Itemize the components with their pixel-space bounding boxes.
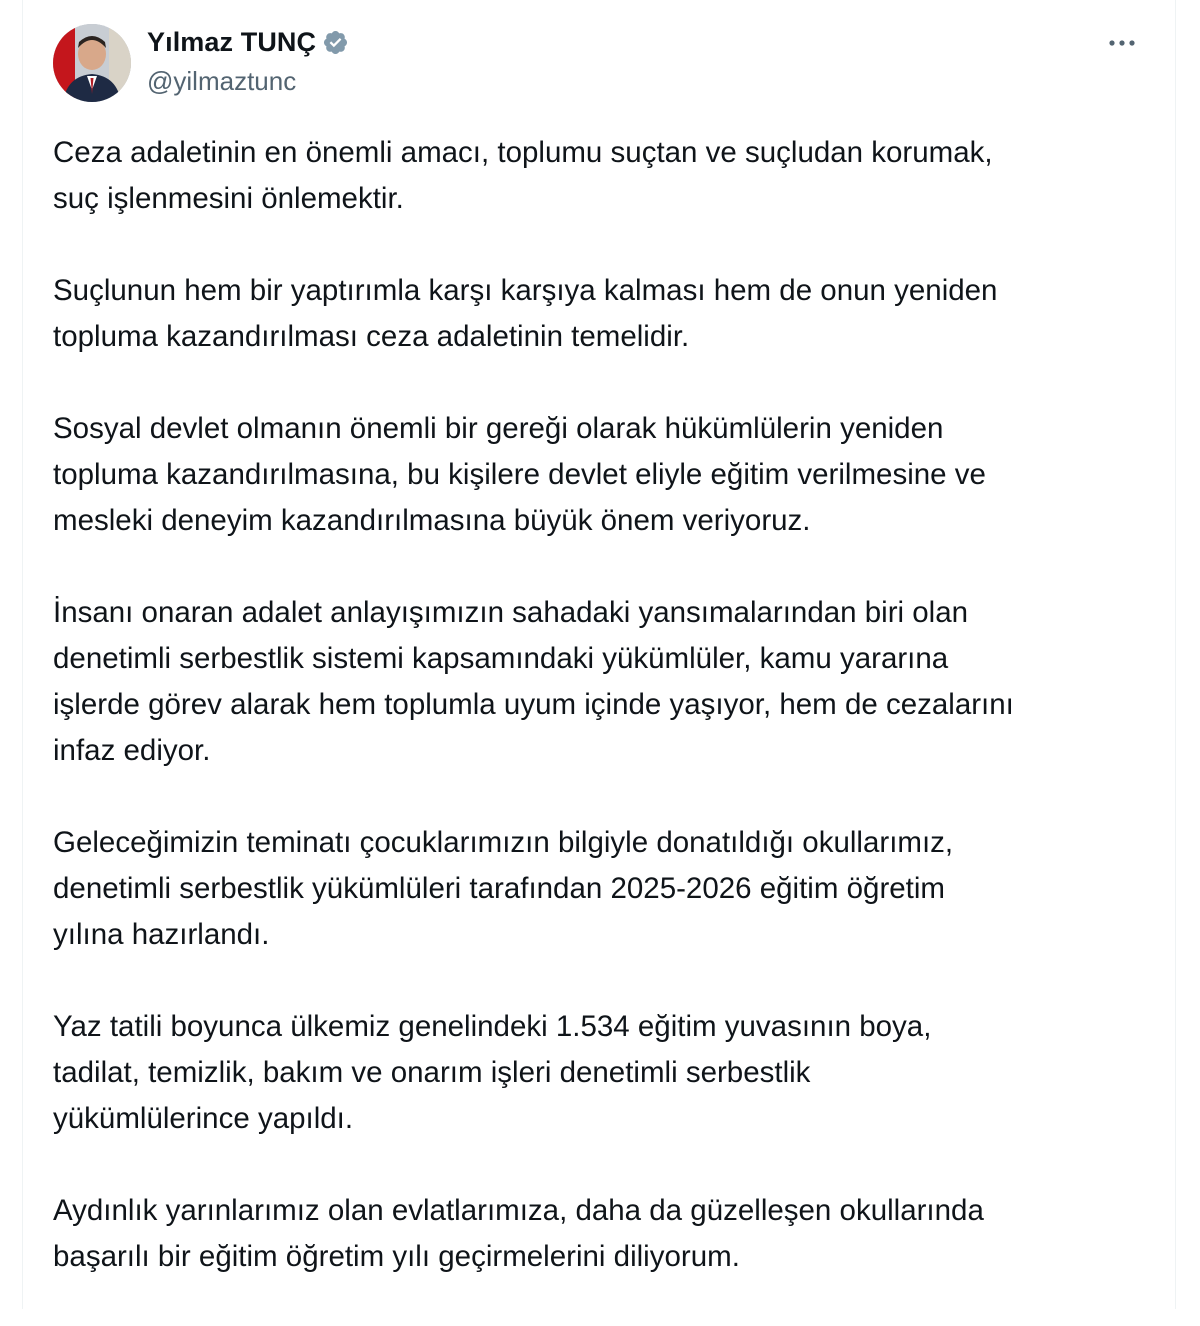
author-name-text: Yılmaz TUNÇ <box>147 27 317 57</box>
tweet-card <box>22 0 1176 1309</box>
author-name[interactable] <box>147 27 349 58</box>
tweet-paragraph: Sosyal devlet olmanın önemli bir gereği olarak hükümlülerin yeniden topluma kazandırılmasına, bu kişilere devlet eliyle eğitim verilmesine ve mesleki deneyim kazandırılmasına büyük önem veriyoruz. <box>53 412 986 537</box>
avatar-photo <box>53 24 131 102</box>
tweet-text <box>53 130 1163 1326</box>
tweet-paragraph: Yaz tatili boyunca ülkemiz genelindeki 1.534 eğitim yuvasının boya, tadilat, temizlik, bakım ve onarım işleri denetimli serbestlik yükümlülerince yapıldı. <box>53 1010 932 1135</box>
more-options-icon <box>1103 28 1147 58</box>
tweet-paragraph: Geleceğimizin teminatı çocuklarımızın bilgiyle donatıldığı okullarımız, denetimli serbestlik yükümlüleri tarafından 2025-2026 eğitim öğretim yılına hazırlandı. <box>53 826 954 951</box>
tweet-paragraph: İnsanı onaran adalet anlayışımızın sahadaki yansımalarından biri olan denetimli serbestlik sistemi kapsamındaki yükümlüler, kamu yararına işlerde görev alarak hem toplumla uyum içinde yaşıyor, hem de cezalarını infaz ediyor. <box>53 596 1014 767</box>
more-options-button[interactable] <box>1103 28 1147 58</box>
verified-badge-icon <box>322 29 349 56</box>
tweet-paragraph: Ceza adaletinin en önemli amacı, toplumu suçtan ve suçludan korumak, suç işlenmesini önlemektir. <box>53 136 993 215</box>
tweet-paragraph: Aydınlık yarınlarımız olan evlatlarımıza, daha da güzelleşen okullarında başarılı bir eğitim öğretim yılı geçirmelerini diliyorum. <box>53 1194 984 1273</box>
tweet-paragraph: Suçlunun hem bir yaptırımla karşı karşıya kalması hem de onun yeniden topluma kazandırılması ceza adaletinin temelidir. <box>53 274 998 353</box>
avatar[interactable] <box>53 24 131 102</box>
author-handle[interactable]: @yilmaztunc <box>147 66 297 96</box>
